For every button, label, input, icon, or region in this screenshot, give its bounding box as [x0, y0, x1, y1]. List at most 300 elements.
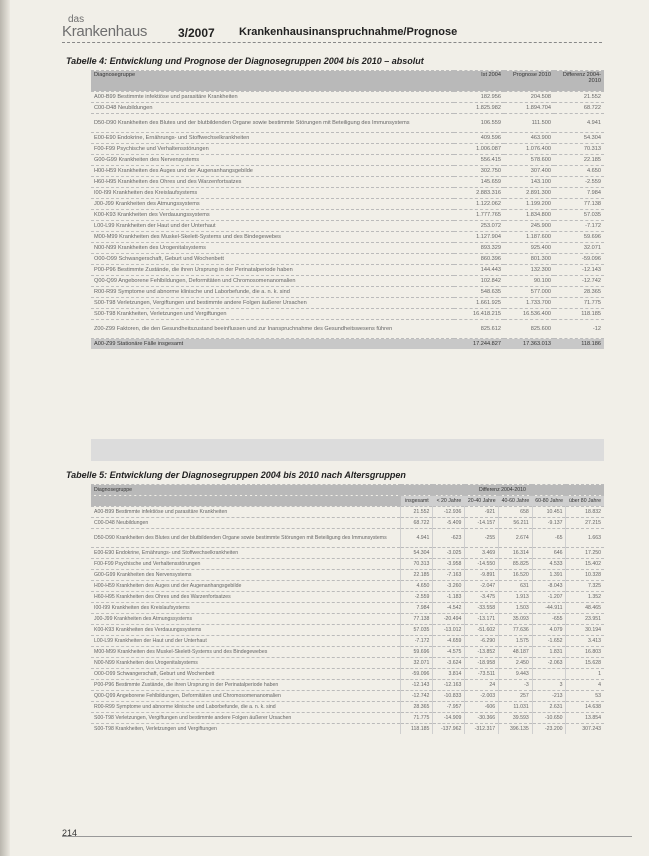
- value-cell: 3: [532, 680, 566, 691]
- value-cell: -14.157: [465, 518, 499, 529]
- section-title: Krankenhausinanspruchnahme/Prognose: [239, 26, 458, 38]
- diagnosis-label: P00-P96 Bestimmte Zustände, die ihren Ursprung in der Perinatalperiode haben: [91, 265, 454, 276]
- diagnosis-label: H00-H59 Krankheiten des Auges und der Augenanhangsgebilde: [91, 581, 401, 592]
- value-cell: 1.391: [532, 570, 566, 581]
- value-cell: 1.913: [499, 592, 533, 603]
- value-cell: 15.628: [566, 658, 604, 669]
- value-cell: 23.951: [566, 614, 604, 625]
- value-cell: -10.650: [532, 713, 566, 724]
- diagnosis-label: N00-N99 Krankheiten des Urogenitalsystems: [91, 658, 401, 669]
- table-row: [91, 133, 604, 144]
- journal-logo-small: das: [68, 14, 85, 25]
- value-cell: 4.079: [532, 625, 566, 636]
- value-cell-v2: 1.894.704: [504, 103, 554, 114]
- value-cell: 3.413: [566, 636, 604, 647]
- value-cell: 1.831: [532, 647, 566, 658]
- table-row: [91, 103, 604, 114]
- value-cell-v2: 204.508: [504, 92, 554, 103]
- table-row: [91, 680, 604, 691]
- value-cell: 257: [499, 691, 533, 702]
- table-row: [91, 581, 604, 592]
- value-cell: 77.636: [499, 625, 533, 636]
- diagnosis-label: A00-B99 Bestimmte infektiöse und parasitäre Krankheiten: [91, 92, 454, 103]
- diagnosis-label: E00-E90 Endokrine, Ernährungs- und Stoffwechselkrankheiten: [91, 133, 454, 144]
- value-cell-v1: 860.396: [454, 254, 504, 265]
- table-row: [91, 713, 604, 724]
- diagnosis-label: C00-D48 Neubildungen: [91, 518, 401, 529]
- value-cell: 30.194: [566, 625, 604, 636]
- table4-header-ist: Ist 2004: [454, 71, 504, 92]
- table-row: [91, 603, 604, 614]
- table-row: [91, 636, 604, 647]
- value-cell-v2: 1.076.400: [504, 144, 554, 155]
- value-cell-v2: 1.199.200: [504, 199, 554, 210]
- value-cell: 59.696: [401, 647, 433, 658]
- value-cell-v1: 1.825.982: [454, 103, 504, 114]
- value-cell-v3: 68.722: [554, 103, 604, 114]
- value-cell-v3: 71.775: [554, 298, 604, 309]
- total-label: A00-Z99 Stationäre Fälle insgesamt: [91, 339, 454, 350]
- value-cell: -20.494: [433, 614, 465, 625]
- value-cell-v2: 1.733.700: [504, 298, 554, 309]
- table-row: [91, 210, 604, 221]
- value-cell: 1.575: [499, 636, 533, 647]
- table-row: [91, 221, 604, 232]
- value-cell: -12.143: [401, 680, 433, 691]
- diagnosis-label: G00-G99 Krankheiten des Nervensystems: [91, 155, 454, 166]
- value-cell: 77.138: [401, 614, 433, 625]
- value-cell-v1: 1.006.087: [454, 144, 504, 155]
- value-cell: 1.663: [566, 529, 604, 548]
- diagnosis-label: I00-I99 Krankheiten des Kreislaufsystems: [91, 603, 401, 614]
- value-cell: 1.352: [566, 592, 604, 603]
- table-row: [91, 691, 604, 702]
- diagnosis-label: R00-R99 Symptome und abnorme klinische und Laborbefunde, die a. n. k. sind: [91, 287, 454, 298]
- table5-subheader-row: [91, 496, 604, 507]
- table-row: [91, 702, 604, 713]
- value-cell: -1.652: [532, 636, 566, 647]
- value-cell: 2.631: [532, 702, 566, 713]
- value-cell-v3: -2.559: [554, 177, 604, 188]
- table-row: [91, 529, 604, 548]
- value-cell-v1: 16.418.215: [454, 309, 504, 320]
- value-cell-v1: 409.596: [454, 133, 504, 144]
- value-cell-v2: 801.300: [504, 254, 554, 265]
- value-cell: -4.575: [433, 647, 465, 658]
- diagnosis-label: N00-N99 Krankheiten des Urogenitalsystems: [91, 243, 454, 254]
- value-cell-v2: 1.834.800: [504, 210, 554, 221]
- table5-subheader: über 80 Jahre: [566, 496, 604, 507]
- value-cell-v2: 143.100: [504, 177, 554, 188]
- table-row: [91, 570, 604, 581]
- table5-subheader: < 20 Jahre: [433, 496, 465, 507]
- diagnosis-label: J00-J99 Krankheiten des Atmungssystems: [91, 199, 454, 210]
- value-cell: -2.003: [465, 691, 499, 702]
- table4-header-differenz: Differenz 2004-2010: [554, 71, 604, 92]
- value-cell: -5.409: [433, 518, 465, 529]
- value-cell: -312.317: [465, 724, 499, 735]
- diagnosis-label: F00-F99 Psychische und Verhaltensstörungen: [91, 559, 401, 570]
- diagnosis-label: A00-B99 Bestimmte infektiöse und parasitäre Krankheiten: [91, 507, 401, 518]
- value-cell: -3: [499, 680, 533, 691]
- table-row: [91, 724, 604, 735]
- table-row: [91, 254, 604, 265]
- table-row: [91, 144, 604, 155]
- table5-subheader: 40-60 Jahre: [499, 496, 533, 507]
- value-cell: -1.183: [433, 592, 465, 603]
- diagnosis-label: H60-H95 Krankheiten des Ohres und des Warzenfortsatzes: [91, 177, 454, 188]
- total-value-v1: 17.244.827: [454, 339, 504, 350]
- value-cell: -9.891: [465, 570, 499, 581]
- value-cell-v1: 2.883.316: [454, 188, 504, 199]
- value-cell: 21.552: [401, 507, 433, 518]
- value-cell: 13.854: [566, 713, 604, 724]
- value-cell: -13.171: [465, 614, 499, 625]
- value-cell: 10.451: [532, 507, 566, 518]
- value-cell: 4.650: [401, 581, 433, 592]
- table-row: [91, 199, 604, 210]
- value-cell: 35.093: [499, 614, 533, 625]
- value-cell-v3: 77.138: [554, 199, 604, 210]
- value-cell: -12.936: [433, 507, 465, 518]
- diagnosis-label: G00-G99 Krankheiten des Nervensystems: [91, 570, 401, 581]
- value-cell: -30.366: [465, 713, 499, 724]
- diagnosis-label: P00-P96 Bestimmte Zustände, die ihren Ursprung in der Perinatalperiode haben: [91, 680, 401, 691]
- binding-shadow: [0, 0, 10, 856]
- value-cell-v2: 132.300: [504, 265, 554, 276]
- table-row: [91, 647, 604, 658]
- table-row: [91, 518, 604, 529]
- value-cell-v3: -12: [554, 320, 604, 339]
- value-cell: 48.187: [499, 647, 533, 658]
- table-row: [91, 166, 604, 177]
- diagnosis-label: Z00-Z99 Faktoren, die den Gesundheitszustand beeinflussen und zur Inanspruchnahme des Gesundheitswesens führen: [91, 320, 454, 339]
- value-cell-v3: 21.552: [554, 92, 604, 103]
- table-separator-band: [91, 439, 604, 461]
- value-cell: -137.962: [433, 724, 465, 735]
- diagnosis-label: M00-M99 Krankheiten des Muskel-Skelett-Systems und des Bindegewebes: [91, 647, 401, 658]
- diagnosis-label: H00-H59 Krankheiten des Auges und der Augenanhangsgebilde: [91, 166, 454, 177]
- value-cell-v3: 7.984: [554, 188, 604, 199]
- value-cell-v1: 825.612: [454, 320, 504, 339]
- value-cell: 2.450: [499, 658, 533, 669]
- value-cell-v1: 145.659: [454, 177, 504, 188]
- table5-subheader: 20-40 Jahre: [465, 496, 499, 507]
- value-cell-v3: 4.941: [554, 114, 604, 133]
- value-cell-v2: 16.536.400: [504, 309, 554, 320]
- value-cell: 15.402: [566, 559, 604, 570]
- value-cell: -65: [532, 529, 566, 548]
- value-cell: 28.365: [401, 702, 433, 713]
- value-cell-v1: 302.750: [454, 166, 504, 177]
- value-cell-v2: 2.891.300: [504, 188, 554, 199]
- value-cell: 18.832: [566, 507, 604, 518]
- value-cell: -3.624: [433, 658, 465, 669]
- value-cell-v1: 1.127.904: [454, 232, 504, 243]
- table-row: [91, 265, 604, 276]
- value-cell: 70.313: [401, 559, 433, 570]
- value-cell-v1: 893.329: [454, 243, 504, 254]
- value-cell-v1: 1.661.925: [454, 298, 504, 309]
- table4-header-row: [91, 71, 604, 92]
- value-cell-v1: 182.956: [454, 92, 504, 103]
- table5-header-group: Differenz 2004-2010: [401, 485, 604, 496]
- diagnosis-label: Q00-Q99 Angeborene Fehlbildungen, Deformitäten und Chromosomenanomalien: [91, 276, 454, 287]
- issue-number: 3/2007: [178, 26, 215, 40]
- value-cell-v3: 59.696: [554, 232, 604, 243]
- table-row: [91, 614, 604, 625]
- value-cell-v3: 70.313: [554, 144, 604, 155]
- value-cell: 118.185: [401, 724, 433, 735]
- value-cell-v2: 111.500: [504, 114, 554, 133]
- table-row: [91, 232, 604, 243]
- diagnosis-label: D50-D90 Krankheiten des Blutes und der blutbildenden Organe sowie bestimmte Störungen mit Beteiligung des Immunsystems: [91, 114, 454, 133]
- value-cell: 4.533: [532, 559, 566, 570]
- value-cell: -4.542: [433, 603, 465, 614]
- table-row: [91, 276, 604, 287]
- value-cell: 1.503: [499, 603, 533, 614]
- value-cell-v3: 54.304: [554, 133, 604, 144]
- diagnosis-label: L00-L99 Krankheiten der Haut und der Unterhaut: [91, 221, 454, 232]
- diagnosis-label: H60-H95 Krankheiten des Ohres und des Warzenfortsatzes: [91, 592, 401, 603]
- diagnosis-label: L00-L99 Krankheiten der Haut und der Unterhaut: [91, 636, 401, 647]
- diagnosis-label: E00-E90 Endokrine, Ernährungs- und Stoffwechselkrankheiten: [91, 548, 401, 559]
- value-cell: 4: [566, 680, 604, 691]
- value-cell-v2: 825.600: [504, 320, 554, 339]
- value-cell: 85.825: [499, 559, 533, 570]
- table-row: [91, 92, 604, 103]
- value-cell-v1: 106.559: [454, 114, 504, 133]
- value-cell-v2: 578.600: [504, 155, 554, 166]
- value-cell-v3: 22.185: [554, 155, 604, 166]
- value-cell: -12.742: [401, 691, 433, 702]
- value-cell-v2: 307.400: [504, 166, 554, 177]
- table5-caption: Tabelle 5: Entwicklung der Diagnosegruppen 2004 bis 2010 nach Altersgruppen: [66, 470, 406, 480]
- value-cell-v3: 4.650: [554, 166, 604, 177]
- value-cell: -606: [465, 702, 499, 713]
- table4-caption: Tabelle 4: Entwicklung und Prognose der Diagnosegruppen 2004 bis 2010 – absolut: [66, 56, 424, 66]
- diagnosis-label: O00-O99 Schwangerschaft, Geburt und Wochenbett: [91, 669, 401, 680]
- value-cell: 3.814: [433, 669, 465, 680]
- value-cell: 11.031: [499, 702, 533, 713]
- value-cell: -73.511: [465, 669, 499, 680]
- table-row: [91, 559, 604, 570]
- value-cell-v2: 577.000: [504, 287, 554, 298]
- value-cell-v2: 1.187.600: [504, 232, 554, 243]
- value-cell: 16.520: [499, 570, 533, 581]
- value-cell-v1: 548.635: [454, 287, 504, 298]
- value-cell: 68.722: [401, 518, 433, 529]
- value-cell: 7.325: [566, 581, 604, 592]
- diagnosis-label: K00-K93 Krankheiten des Verdauungssystems: [91, 625, 401, 636]
- value-cell: -2.559: [401, 592, 433, 603]
- diagnosis-label: S00-T98 Verletzungen, Vergiftungen und bestimmte andere Folgen äußerer Ursachen: [91, 713, 401, 724]
- value-cell: -655: [532, 614, 566, 625]
- diagnosis-label: R00-R99 Symptome und abnorme klinische und Laborbefunde, die a. n. k. sind: [91, 702, 401, 713]
- value-cell-v2: 245.900: [504, 221, 554, 232]
- value-cell: -13.852: [465, 647, 499, 658]
- value-cell-v3: -12.143: [554, 265, 604, 276]
- value-cell: 10.328: [566, 570, 604, 581]
- table-row: [91, 507, 604, 518]
- value-cell: 57.035: [401, 625, 433, 636]
- value-cell: -33.558: [465, 603, 499, 614]
- table5-header-label: Diagnosegruppe: [91, 485, 401, 496]
- diagnosis-label: S00-T98 Krankheiten, Verletzungen und Vergiftungen: [91, 724, 401, 735]
- value-cell-v1: 1.777.765: [454, 210, 504, 221]
- table4-total-row: [91, 339, 604, 350]
- value-cell: -255: [465, 529, 499, 548]
- header-rule: [62, 42, 602, 43]
- diagnosis-label: J00-J99 Krankheiten des Atmungssystems: [91, 614, 401, 625]
- table-row: [91, 625, 604, 636]
- value-cell: 71.775: [401, 713, 433, 724]
- value-cell: -7.163: [433, 570, 465, 581]
- value-cell: -6.290: [465, 636, 499, 647]
- running-header: [62, 14, 602, 44]
- value-cell: 631: [499, 581, 533, 592]
- value-cell: 7.984: [401, 603, 433, 614]
- value-cell: 53: [566, 691, 604, 702]
- value-cell-v3: 32.071: [554, 243, 604, 254]
- value-cell: -4.659: [433, 636, 465, 647]
- table4-header-prognose: Prognose 2010: [504, 71, 554, 92]
- diagnosis-label: F00-F99 Psychische und Verhaltensstörungen: [91, 144, 454, 155]
- value-cell-v1: 1.122.062: [454, 199, 504, 210]
- table-row: [91, 658, 604, 669]
- value-cell: [532, 669, 566, 680]
- diagnosis-label: M00-M99 Krankheiten des Muskel-Skelett-Systems und des Bindegewebes: [91, 232, 454, 243]
- value-cell: -9.137: [532, 518, 566, 529]
- value-cell-v1: 102.842: [454, 276, 504, 287]
- table-row: [91, 243, 604, 254]
- value-cell: 56.211: [499, 518, 533, 529]
- value-cell-v3: 28.365: [554, 287, 604, 298]
- value-cell: -59.096: [401, 669, 433, 680]
- value-cell: -3.958: [433, 559, 465, 570]
- value-cell: 16.314: [499, 548, 533, 559]
- table5-header-row: [91, 485, 604, 496]
- value-cell: 14.638: [566, 702, 604, 713]
- table5: [91, 484, 604, 734]
- page-number: 214: [62, 828, 78, 838]
- table-row: [91, 669, 604, 680]
- value-cell: -3.475: [465, 592, 499, 603]
- value-cell-v1: 144.443: [454, 265, 504, 276]
- value-cell: 48.465: [566, 603, 604, 614]
- table4: [91, 70, 604, 349]
- value-cell: 4.941: [401, 529, 433, 548]
- table-row: [91, 155, 604, 166]
- table-row: [91, 592, 604, 603]
- table4-header-label: Diagnosegruppe: [91, 71, 454, 92]
- value-cell: -7.172: [401, 636, 433, 647]
- value-cell: 3.469: [465, 548, 499, 559]
- table-row: [91, 177, 604, 188]
- value-cell: -10.833: [433, 691, 465, 702]
- value-cell: -213: [532, 691, 566, 702]
- value-cell: -14.909: [433, 713, 465, 724]
- value-cell: -623: [433, 529, 465, 548]
- value-cell: 646: [532, 548, 566, 559]
- value-cell: -8.043: [532, 581, 566, 592]
- value-cell: -7.957: [433, 702, 465, 713]
- value-cell: 9.443: [499, 669, 533, 680]
- value-cell: -23.200: [532, 724, 566, 735]
- value-cell: -1.207: [532, 592, 566, 603]
- value-cell: -12.163: [433, 680, 465, 691]
- value-cell: 16.803: [566, 647, 604, 658]
- value-cell-v3: -12.742: [554, 276, 604, 287]
- table-row: [91, 188, 604, 199]
- diagnosis-label: I00-I99 Krankheiten des Kreislaufsystems: [91, 188, 454, 199]
- value-cell: 32.071: [401, 658, 433, 669]
- table5-subheader-empty: [91, 496, 401, 507]
- value-cell: 396.135: [499, 724, 533, 735]
- diagnosis-label: S00-T98 Verletzungen, Vergiftungen und bestimmte andere Folgen äußerer Ursachen: [91, 298, 454, 309]
- value-cell: -51.602: [465, 625, 499, 636]
- value-cell: -18.958: [465, 658, 499, 669]
- value-cell-v2: 925.400: [504, 243, 554, 254]
- diagnosis-label: S00-T98 Krankheiten, Verletzungen und Vergiftungen: [91, 309, 454, 320]
- journal-logo: Krankenhaus: [62, 23, 148, 40]
- value-cell-v1: 556.415: [454, 155, 504, 166]
- diagnosis-label: Q00-Q99 Angeborene Fehlbildungen, Deformitäten und Chromosomenanomalien: [91, 691, 401, 702]
- value-cell: -2.047: [465, 581, 499, 592]
- value-cell-v3: -7.172: [554, 221, 604, 232]
- value-cell: 24: [465, 680, 499, 691]
- value-cell: 2.674: [499, 529, 533, 548]
- value-cell: 17.250: [566, 548, 604, 559]
- value-cell: 39.593: [499, 713, 533, 724]
- table-row: [91, 298, 604, 309]
- value-cell: -44.911: [532, 603, 566, 614]
- value-cell: -921: [465, 507, 499, 518]
- total-value-v2: 17.363.013: [504, 339, 554, 350]
- table-row: [91, 309, 604, 320]
- diagnosis-label: O00-O99 Schwangerschaft, Geburt und Wochenbett: [91, 254, 454, 265]
- table-row: [91, 287, 604, 298]
- value-cell-v3: 118.185: [554, 309, 604, 320]
- value-cell-v2: 463.900: [504, 133, 554, 144]
- diagnosis-label: D50-D90 Krankheiten des Blutes und der blutbildenden Organe sowie bestimmte Störungen mit Beteiligung des Immunsystems: [91, 529, 401, 548]
- table-row: [91, 320, 604, 339]
- total-value-v3: 118.186: [554, 339, 604, 350]
- diagnosis-label: K00-K93 Krankheiten des Verdauungssystems: [91, 210, 454, 221]
- value-cell: 1: [566, 669, 604, 680]
- value-cell: 307.243: [566, 724, 604, 735]
- table-row: [91, 114, 604, 133]
- table-row: [91, 548, 604, 559]
- value-cell-v3: -59.096: [554, 254, 604, 265]
- value-cell: 54.304: [401, 548, 433, 559]
- value-cell: -14.550: [465, 559, 499, 570]
- value-cell: 658: [499, 507, 533, 518]
- table5-subheader: insgesamt: [401, 496, 433, 507]
- value-cell: -3.025: [433, 548, 465, 559]
- value-cell: 22.185: [401, 570, 433, 581]
- value-cell-v1: 253.072: [454, 221, 504, 232]
- value-cell: -2.063: [532, 658, 566, 669]
- value-cell: 27.215: [566, 518, 604, 529]
- value-cell: -3.260: [433, 581, 465, 592]
- value-cell-v2: 90.100: [504, 276, 554, 287]
- value-cell-v3: 57.035: [554, 210, 604, 221]
- value-cell: -13.012: [433, 625, 465, 636]
- footer-rule: [62, 836, 632, 837]
- table5-subheader: 60-80 Jahre: [532, 496, 566, 507]
- diagnosis-label: C00-D48 Neubildungen: [91, 103, 454, 114]
